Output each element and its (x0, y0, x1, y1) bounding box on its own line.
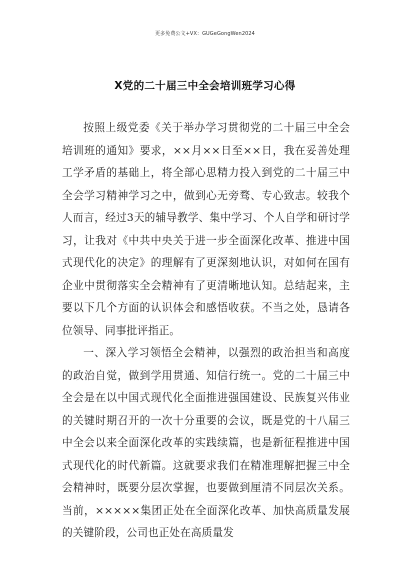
header-note: 更多免费公文+VX：GUGeGongWen2024 (155, 31, 255, 37)
paragraph-intro: 按照上级党委《关于举办学习贯彻党的二十届三中全会培训班的通知》要求，××月××日至××日，我在妥善处理工学矛盾的基础上，将全部心思精力投入到党的二十届三中全会学习精神学习之中，做到心无旁骛、专心致志。较我个人而言，经过3天的辅导教学、集中学习、个人自学和研讨学习，让我对《中共中央关于进一步全面深化改革、推进中国式现代化的决定》的理解有了更深刻地认识，对如何在国有企业中贯彻落实全会精神有了更清晰地认知。总结起来，主要以下几个方面的认识体会和感悟收获。不当之处，恳请各位领导、同事批评指正。 (62, 122, 350, 337)
page-title: X党的二十届三中全会培训班学习心得 (114, 80, 296, 92)
document-body (62, 117, 350, 545)
paragraph-section-one: 一、深入学习领悟全会精神，以强烈的政治担当和高度的政治自觉，做到学用贯通、知信行统一。党的二十届三中全会是在以中国式现代化全面推进强国建设、民族复兴伟业的关键时期召开的一次十分重要的会议，既是党的十八届三中全会以来全面深化改革的实践续篇，也是新征程推进中国式现代化的时代新篇。这就要求我们在精准理解把握三中全会精神时，既要分层次掌握，也要做到厘清不同层次关系。当前，×××××集团正处在全面深化改革、加快高质量发展的关键阶段，公司也正处在高质量发 (62, 347, 350, 539)
